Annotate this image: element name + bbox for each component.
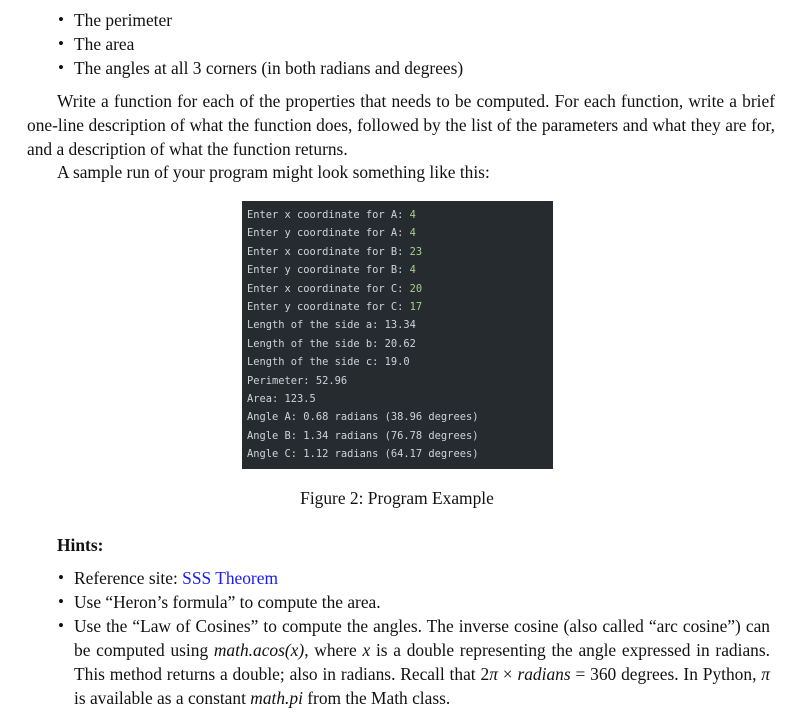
list-item: • The area	[58, 32, 463, 56]
terminal-line	[247, 206, 553, 224]
hint-text: ×	[497, 664, 518, 684]
instructions-paragraph: Write a function for each of the properties that needs to be computed. For each function, write a brief one-line description of what the function does, followed by the list of the parameters and what they are for, and a description of what the function returns.	[27, 91, 775, 159]
terminal-text: Enter y coordinate for B:	[247, 264, 410, 277]
math-expression: π	[761, 664, 770, 684]
terminal-line	[247, 353, 553, 371]
terminal-input-value: 20	[409, 282, 423, 295]
terminal-input-value: 23	[409, 245, 423, 258]
figure-caption: Figure 2: Program Example	[300, 488, 494, 508]
terminal-line	[247, 335, 553, 353]
terminal-text: Angle B: 1.34 radians (76.78 degrees)	[247, 429, 479, 442]
terminal-line	[247, 298, 553, 316]
sample-run-intro: A sample run of your program might look something like this:	[57, 162, 490, 182]
terminal-text: Length of the side a: 13.34	[247, 319, 416, 332]
math-expression: math.acos(x)	[213, 640, 305, 660]
terminal-line	[247, 408, 553, 426]
terminal-output	[242, 201, 553, 469]
terminal-line	[247, 280, 553, 298]
terminal-input-value: 4	[409, 209, 416, 221]
hint-text: is available as a constant	[74, 688, 251, 708]
terminal-text: Enter y coordinate for A:	[247, 227, 410, 240]
terminal-line	[247, 372, 553, 390]
terminal-text: Angle A: 0.68 radians (38.96 degrees)	[247, 411, 479, 424]
requirements-list	[58, 8, 463, 80]
terminal-input-value: 4	[409, 264, 416, 277]
list-item: • The perimeter	[58, 8, 463, 32]
hint-text: , where	[304, 640, 363, 660]
hints-list	[58, 566, 770, 710]
list-item	[58, 566, 770, 590]
terminal-text: Length of the side c: 19.0	[247, 356, 410, 369]
terminal-text: Enter x coordinate for B:	[247, 245, 410, 258]
terminal-text: Area: 123.5	[247, 392, 316, 405]
terminal-text: Enter x coordinate for C:	[247, 282, 410, 295]
terminal-text: Length of the side b: 20.62	[247, 337, 416, 350]
math-expression: math.pi	[250, 688, 303, 708]
list-item	[58, 614, 770, 710]
terminal-line	[247, 427, 553, 445]
hint-text: is a double representing the angle expressed in radians. This method returns a double; also in radians. Recall that 2	[74, 640, 770, 684]
hint-text: from the Math class.	[302, 688, 451, 708]
hint-text: Use the “Law of Cosines” to compute the angles. The inverse cosine (also called “arc cosine”) can be computed using	[74, 616, 770, 660]
math-expression: x	[362, 640, 371, 660]
terminal-line	[247, 243, 553, 261]
terminal-line	[247, 316, 553, 334]
terminal-line	[247, 224, 553, 242]
hint-text: = 360 degrees. In Python,	[570, 664, 762, 684]
list-item: • The angles at all 3 corners (in both radians and degrees)	[58, 56, 463, 80]
terminal-input-value: 4	[409, 227, 416, 240]
terminal-input-value: 17	[409, 300, 423, 313]
hints-heading: Hints:	[57, 535, 104, 555]
sss-theorem-link[interactable]: SSS Theorem	[182, 568, 278, 588]
terminal-text: Enter y coordinate for C:	[247, 300, 410, 313]
hint-text: Reference site:	[74, 568, 183, 588]
list-item: • Use “Heron’s formula” to compute the area.	[58, 590, 770, 614]
terminal-text: Angle C: 1.12 radians (64.17 degrees)	[247, 448, 479, 461]
terminal-text: Perimeter: 52.96	[247, 374, 348, 387]
math-expression: π	[489, 664, 498, 684]
terminal-line	[247, 390, 553, 408]
math-expression: radians	[517, 664, 571, 684]
terminal-text: Enter x coordinate for A:	[247, 209, 410, 221]
terminal-line	[247, 261, 553, 279]
terminal-line	[247, 445, 553, 463]
